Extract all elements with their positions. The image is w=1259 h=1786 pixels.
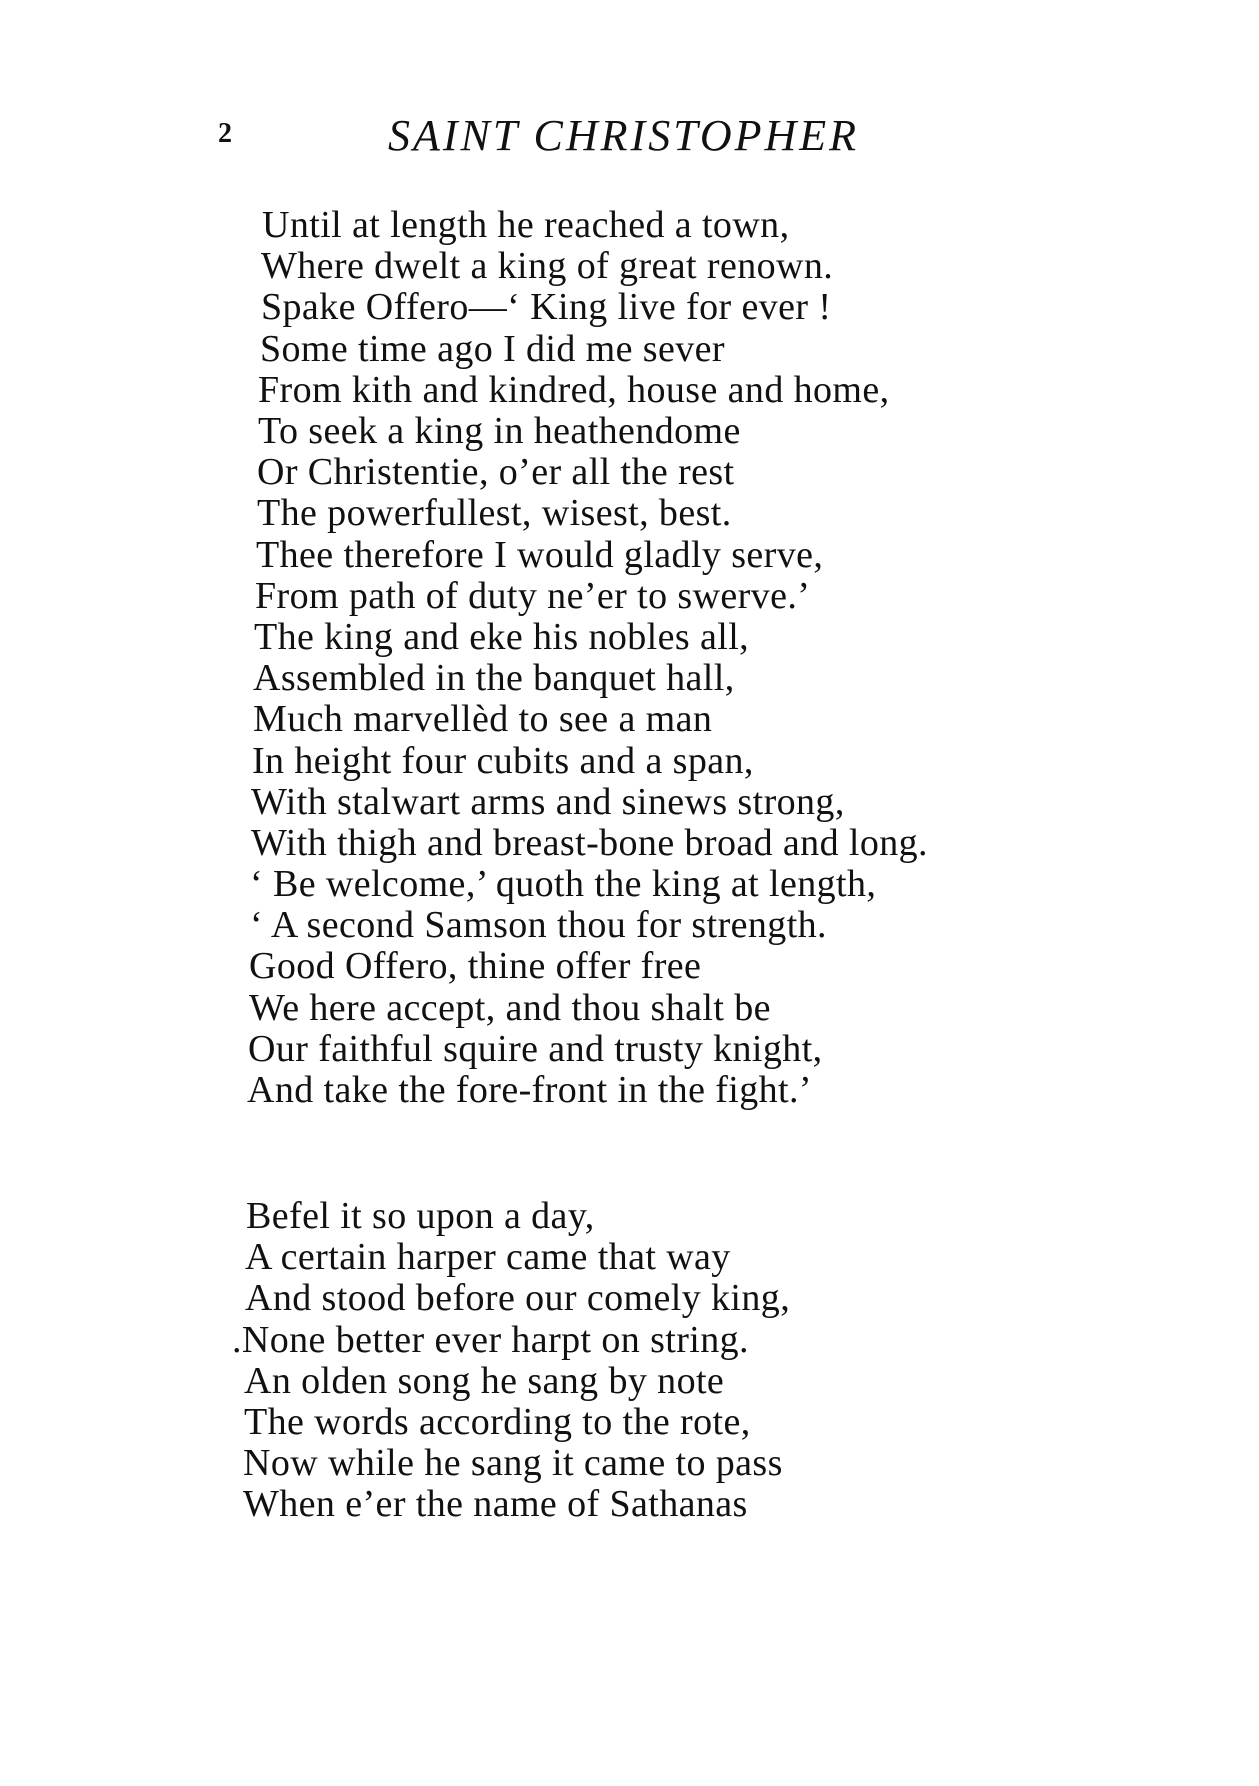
poem-line: Thee therefore I would gladly serve, <box>256 534 824 576</box>
poem-line: Much marvellèd to see a man <box>253 698 713 740</box>
poem-line: .None better ever harpt on string. <box>232 1319 749 1361</box>
running-head <box>210 110 1050 170</box>
poem-line: Befel it so upon a day, <box>246 1195 595 1237</box>
poem-line: A certain harper came that way <box>245 1236 731 1278</box>
poem-line: From path of duty ne’er to swerve.’ <box>255 575 811 617</box>
poem-line: In height four cubits and a span, <box>252 740 754 782</box>
poem-line: The powerfullest, wisest, best. <box>257 492 732 534</box>
poem-line: The words according to the rote, <box>244 1401 751 1443</box>
poem-line: Some time ago I did me sever <box>260 328 725 370</box>
page-number: 2 <box>218 118 233 149</box>
poem-line: Now while he sang it came to pass <box>243 1442 783 1484</box>
running-title: SAINT CHRISTOPHER <box>388 111 860 160</box>
poem-line: When e’er the name of Sathanas <box>243 1483 748 1525</box>
poem-line: Or Christentie, o’er all the rest <box>257 451 735 493</box>
poem-line: To seek a king in heathendome <box>258 410 741 452</box>
poem-line: With stalwart arms and sinews strong, <box>251 781 845 823</box>
poem-line: The king and eke his nobles all, <box>254 616 750 658</box>
poem-line: Where dwelt a king of great renown. <box>261 245 834 287</box>
poem-line: Good Offero, thine offer free <box>249 945 702 987</box>
poem-line: Spake Offero—‘ King live for ever ! <box>261 286 832 328</box>
poem-line: ‘ A second Samson thou for strength. <box>250 904 827 946</box>
poem-line: An olden song he sang by note <box>244 1360 725 1402</box>
poem-line: And stood before our comely king, <box>245 1277 791 1319</box>
poem-line: ‘ Be welcome,’ quoth the king at length, <box>250 863 877 905</box>
poem-line: Assembled in the banquet hall, <box>253 657 735 699</box>
poem-line: With thigh and breast-bone broad and long. <box>251 822 928 864</box>
poem-line: Our faithful squire and trusty knight, <box>248 1028 823 1070</box>
poem-line: Until at length he reached a town, <box>262 204 790 246</box>
poem-line: We here accept, and thou shalt be <box>249 987 771 1029</box>
poem-line: And take the fore-front in the fight.’ <box>247 1069 812 1111</box>
poem-line: From kith and kindred, house and home, <box>258 369 890 411</box>
